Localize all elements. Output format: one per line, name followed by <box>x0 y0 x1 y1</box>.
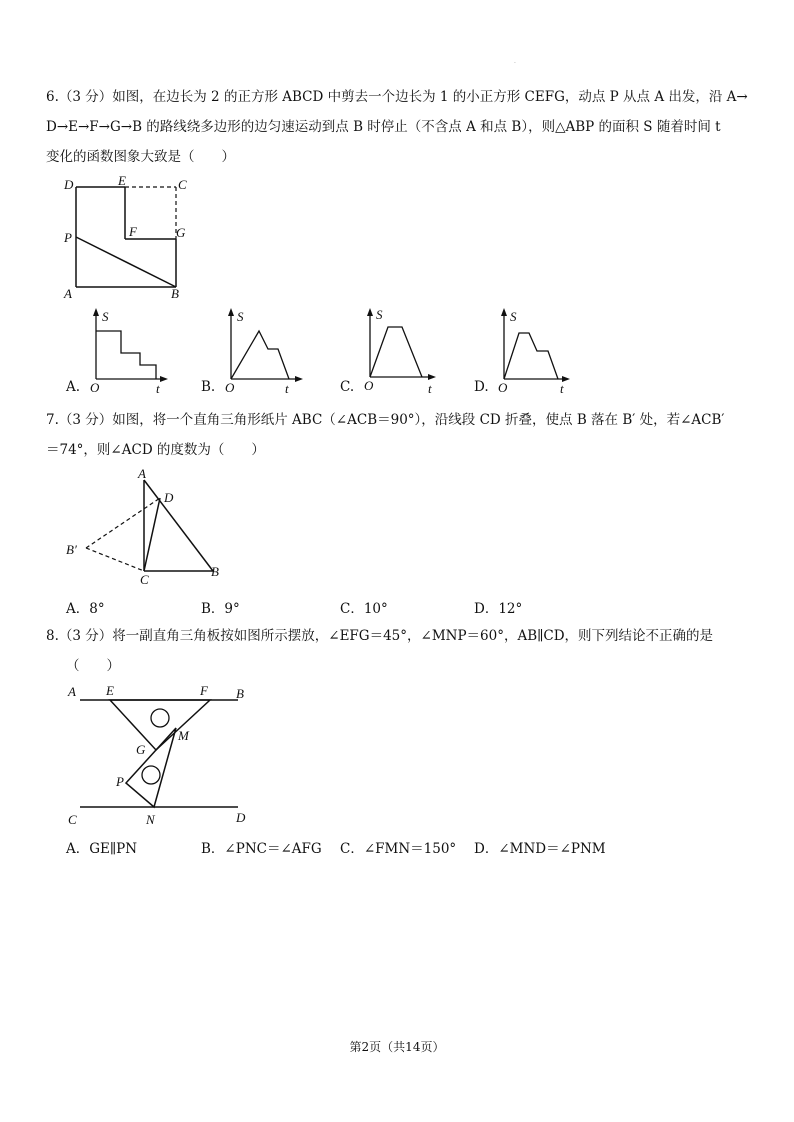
q6-option-a-t-label: t <box>156 381 160 396</box>
q8-label-g: G <box>136 742 146 757</box>
q6-label-f: F <box>129 224 137 239</box>
q6-label-e: E <box>118 173 126 188</box>
q7-fold-cd <box>144 498 160 571</box>
q8-label-p: P <box>116 774 124 789</box>
q6-option-b-t-label: t <box>285 381 289 396</box>
q8-label-m: M <box>178 728 189 743</box>
q6-option-a-letter: A. <box>66 379 81 395</box>
q6-option-a-graph <box>84 305 184 397</box>
q6-option-d-curve <box>504 333 558 379</box>
question-7-line1: （3 分）如图，将一个直角三角形纸片 ABC（∠ACB＝90°），沿线段 CD 折叠，使点 B 落在 B′ 处，若∠ACB′ <box>58 412 725 428</box>
q8-label-n: N <box>146 812 155 827</box>
q8-option-b: B．∠PNC＝∠AFG <box>201 841 322 857</box>
q8-label-c: C <box>68 812 77 827</box>
q6-option-d-t-label: t <box>560 381 564 396</box>
q7-option-a: A．8° <box>66 601 105 617</box>
question-6-line2: D→E→F→G→B 的路线绕多边形的边匀速运动到点 B 时停止（不含点 A 和点 B），则△ABP 的面积 S 随着时间 t <box>46 119 721 135</box>
question-6 <box>46 82 748 172</box>
q6-option-c-letter: C. <box>340 379 355 395</box>
q6-option-b-graph <box>219 305 319 397</box>
q7-label-d: D <box>164 490 174 505</box>
question-8-number: 8. <box>46 628 59 644</box>
question-8-line2: （ ） <box>66 658 120 674</box>
q8-triangle-efg <box>110 700 210 750</box>
q8-option-d: D．∠MND＝∠PNM <box>474 841 606 857</box>
q7-dashed-bpc <box>86 548 144 571</box>
q6-label-d: D <box>64 177 74 192</box>
question-6-number: 6. <box>46 89 59 105</box>
q8-label-f: F <box>200 683 208 698</box>
q8-label-a: A <box>68 684 76 699</box>
q6-option-d-o-label: O <box>498 380 508 395</box>
q6-option-b-letter: B. <box>201 379 216 395</box>
q7-triangle-figure <box>58 466 238 586</box>
q6-option-c-graph <box>358 305 458 397</box>
q6-option-c-s-label: S <box>376 307 383 322</box>
q6-option-b-o-label: O <box>225 380 235 395</box>
q7-label-a: A <box>138 466 146 481</box>
question-8-line1: （3 分）将一副直角三角板按如图所示摆放，∠EFG＝45°，∠MNP＝60°，AB∥CD，则下列结论不正确的是 <box>58 628 714 644</box>
q6-segment-pb <box>76 237 176 287</box>
q6-option-c-t-label: t <box>428 381 432 396</box>
q7-label-b: B <box>211 564 219 579</box>
scan-dot: · <box>514 60 516 67</box>
question-7-line2: ＝74°，则∠ACD 的度数为（ ） <box>46 442 265 458</box>
q6-label-g: G <box>176 225 186 240</box>
q7-option-c: C．10° <box>340 601 388 617</box>
q7-label-bprime: B′ <box>66 542 77 557</box>
question-6-line3: 变化的函数图象大致是（ ） <box>46 149 235 165</box>
q6-option-a-o-label: O <box>90 380 100 395</box>
q7-option-b: B．9° <box>201 601 240 617</box>
q6-option-d-letter: D. <box>474 379 489 395</box>
q6-option-a-curve <box>96 331 156 379</box>
q7-label-c: C <box>140 572 149 586</box>
question-7 <box>46 405 748 465</box>
q8-triangle-efg-hole <box>151 709 169 727</box>
q8-label-d: D <box>236 810 246 825</box>
page-footer: 第2页（共14页） <box>349 1040 445 1054</box>
question-6-line1: （3 分）如图，在边长为 2 的正方形 ABCD 中剪去一个边长为 1 的小正方形 CEFG，动点 P 从点 A 出发，沿 A→ <box>58 89 748 105</box>
q6-label-b: B <box>171 286 179 301</box>
q6-square-figure <box>58 172 198 302</box>
q7-dashed-bpd <box>86 498 160 548</box>
q6-label-c: C <box>178 177 187 192</box>
q6-option-d-graph <box>492 305 592 397</box>
q6-label-p: P <box>64 230 72 245</box>
q7-option-d: D．12° <box>474 601 523 617</box>
q8-triangle-mnp <box>126 728 176 807</box>
q8-set-square-figure <box>58 680 268 830</box>
question-8 <box>46 621 748 681</box>
q6-option-c-curve <box>370 327 422 377</box>
q6-option-b-s-label: S <box>237 309 244 324</box>
q8-label-b: B <box>236 686 244 701</box>
question-7-number: 7. <box>46 412 59 428</box>
q6-label-a: A <box>64 286 72 301</box>
q6-option-c-o-label: O <box>364 378 374 393</box>
q8-option-a: A．GE∥PN <box>66 841 138 857</box>
q6-option-a-s-label: S <box>102 309 109 324</box>
q8-option-c: C．∠FMN＝150° <box>340 841 457 857</box>
q8-triangle-mnp-hole <box>142 766 160 784</box>
q8-label-e: E <box>106 683 114 698</box>
q6-option-b-curve <box>231 331 289 379</box>
q6-option-d-s-label: S <box>510 309 517 324</box>
